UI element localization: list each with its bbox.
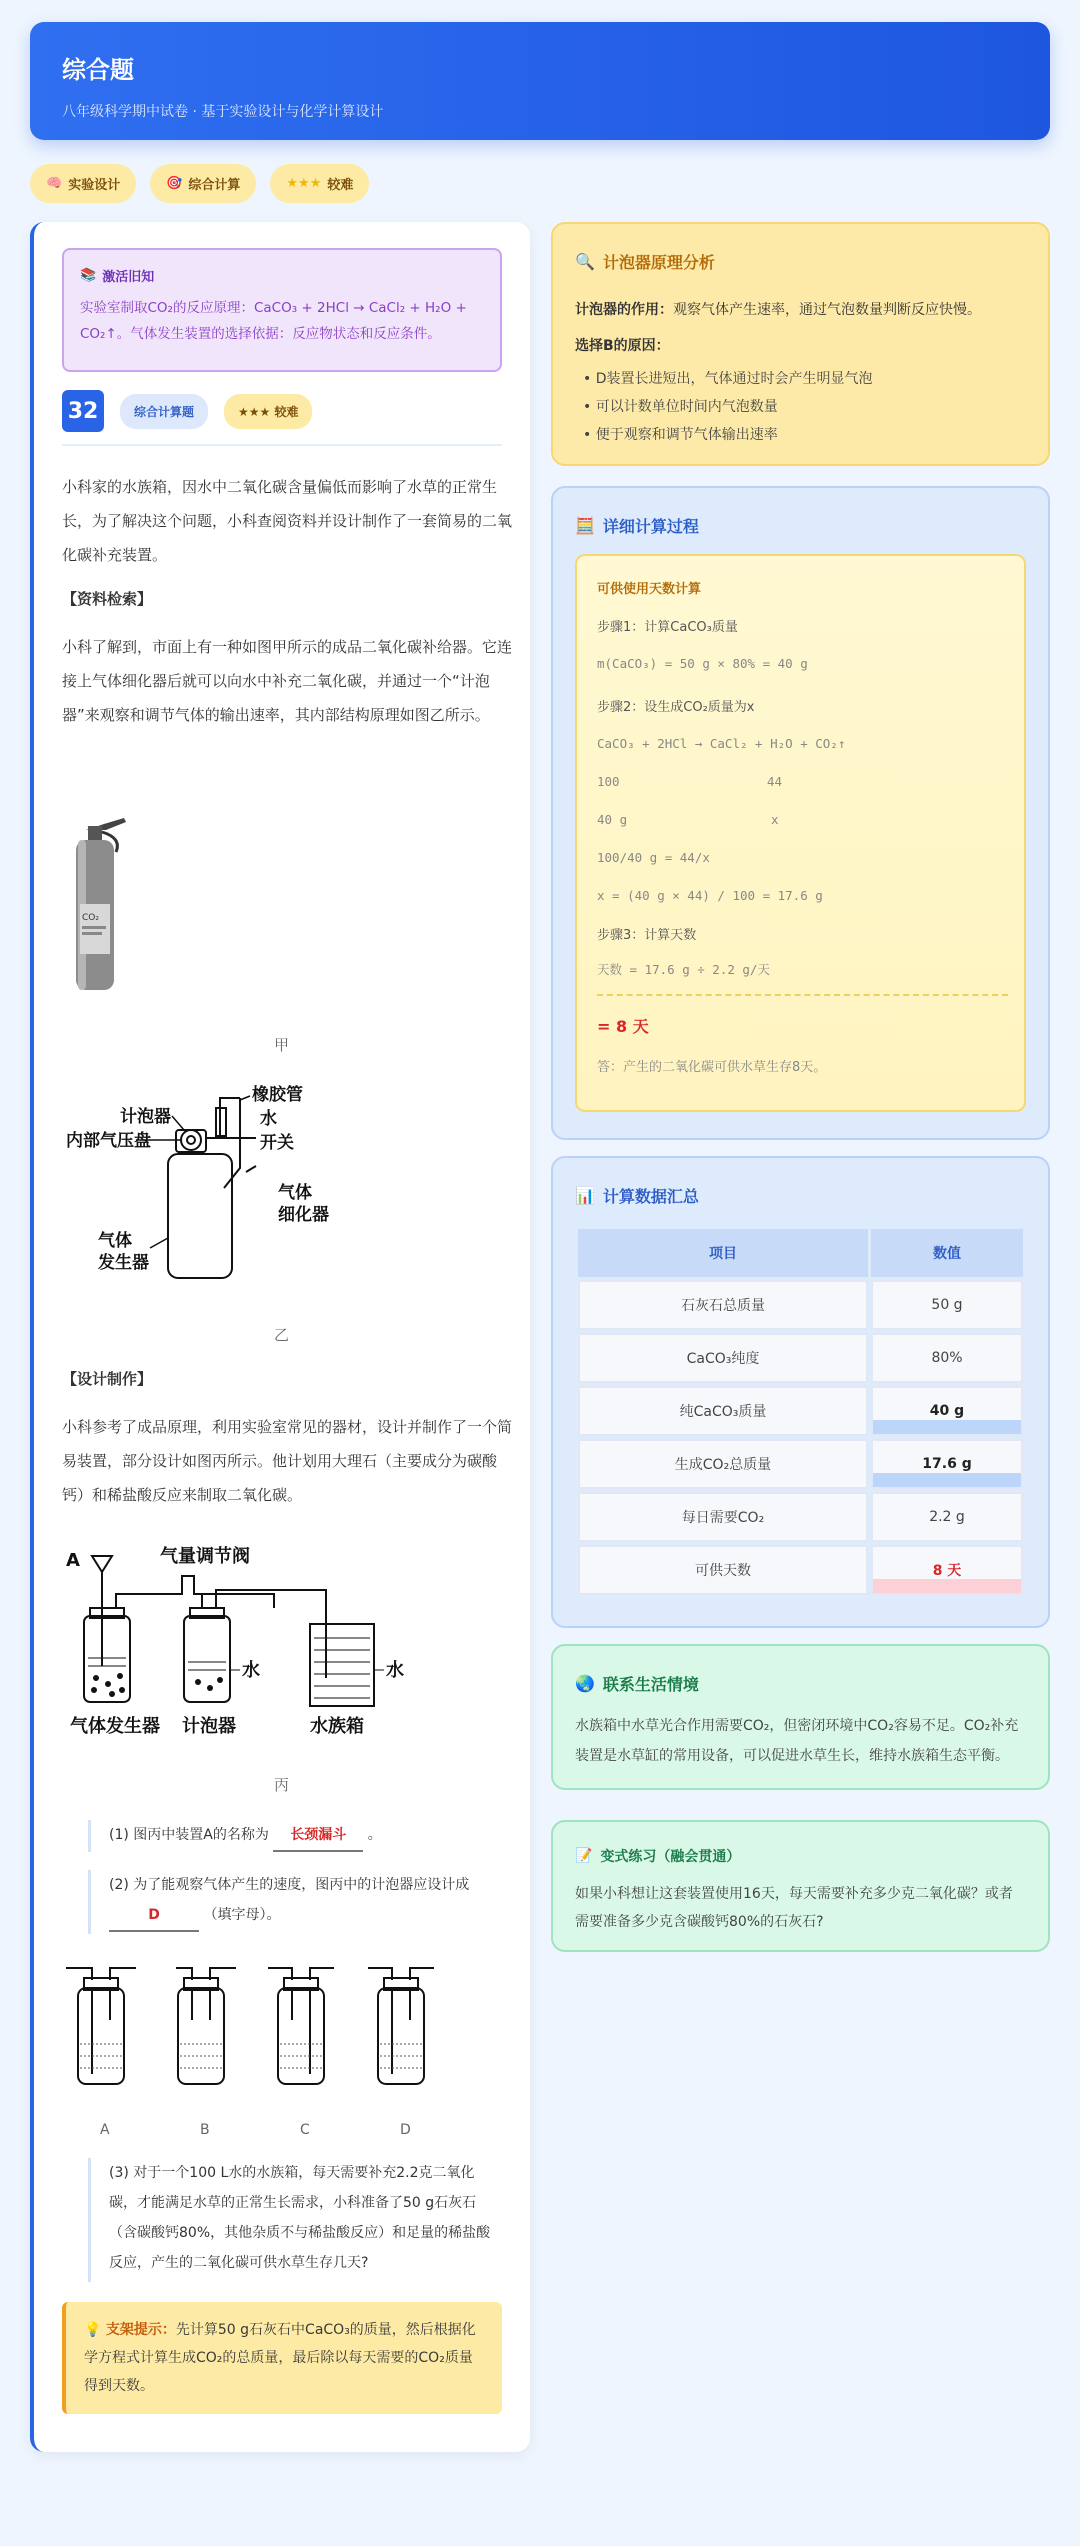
hint-text: 先计算50 g石灰石中CaCO₃的质量，然后根据化学方程式计算生成CO₂的总质量，最后除以每天需要的CO₂质量得到天数。 (84, 2322, 476, 2394)
principle-card (551, 222, 1050, 466)
label-valve: 气量调节阀 (160, 1546, 250, 1567)
option-label-c[interactable]: C (300, 2122, 310, 2138)
label-switch: 开关 (260, 1133, 294, 1153)
calc-eq-3b: 44 (767, 774, 783, 789)
figure-jia-caption: 甲 (274, 1036, 290, 1054)
tag-experiment-design[interactable] (30, 164, 136, 203)
option-label-d[interactable]: D (400, 2122, 411, 2138)
calc-box (575, 554, 1026, 1112)
life-title: 联系生活情境 (602, 1675, 699, 1694)
question-bar (62, 390, 312, 432)
figure-yi-caption: 乙 (274, 1326, 290, 1344)
life-text: 水族箱中水草光合作用需要CO₂，但密闭环境中CO₂容易不足。CO₂补充装置是水草缸的常用设备，可以促进水草生长，维持水族箱生态平衡。 (575, 1718, 1019, 1764)
option-bottle-a (66, 1968, 136, 2084)
summary-title: 计算数据汇总 (602, 1187, 699, 1206)
review-title: 激活旧知 (102, 270, 155, 285)
label-generator: 发生器 (98, 1253, 149, 1273)
bar-chart-icon: 📊 (575, 1186, 595, 1205)
figure-yi-structure-diagram (64, 1078, 364, 1298)
figure-bing-apparatus (64, 1538, 444, 1738)
calc-eq-3a: 100 (597, 774, 620, 789)
label-water: 水 (260, 1109, 277, 1129)
figure-bing-caption: 丙 (274, 1776, 290, 1794)
page-header (30, 22, 1050, 140)
calc-eq-4a: 40 g (597, 812, 628, 827)
label-refiner: 细化器 (278, 1205, 329, 1225)
section-title-design: 【设计制作】 (62, 1370, 153, 1388)
table-header: 项目 (578, 1229, 868, 1277)
tag-difficulty[interactable] (270, 164, 369, 203)
value-highlight-bar (873, 1579, 1021, 1593)
question-difficulty-tag: ★★★ 较难 (224, 394, 312, 429)
question-type-tag: 综合计算题 (120, 394, 208, 429)
practice-card (551, 1820, 1050, 1952)
question-number: 32 (62, 390, 104, 432)
calc-answer: 答：产生的二氧化碳可供水草生存8天。 (597, 1060, 827, 1075)
question-intro: 小科家的水族箱，因水中二氧化碳含量偏低而影响了水草的正常生长，为了解决这个问题，小科查阅资料并设计制作了一套简易的二氧化碳补充装置。 (62, 478, 513, 564)
reason-title: 选择B的原因： (575, 338, 670, 354)
role-label: 计泡器的作用： (575, 302, 673, 318)
summary-table (575, 1226, 1026, 1598)
label-gas-2: 气体 (98, 1231, 132, 1251)
page-subtitle: 八年级科学期中试卷 · 基于实验设计与化学计算设计 (62, 104, 384, 120)
calc-step-1: 步骤1：计算CaCO₃质量 (597, 620, 738, 635)
tag-label: 较难 (327, 178, 354, 193)
calc-eq-6: x = (40 g × 44) / 100 = 17.6 g (597, 888, 823, 903)
calculation-card (551, 486, 1050, 1140)
life-context-card (551, 1644, 1050, 1790)
calc-step-2: 步骤2：设生成CO₂质量为x (597, 700, 755, 715)
review-box (62, 248, 502, 372)
tag-comprehensive-calc[interactable] (150, 164, 256, 203)
value-highlight-bar (873, 1473, 1021, 1487)
practice-text: 如果小科想让这套装置使用16天，每天需要补充多少克二氧化碳？或者需要准备多少克含碳酸钙80%的石灰石? (575, 1886, 1013, 1930)
label-rubber-tube: 橡胶管 (252, 1085, 303, 1105)
label-a: A (66, 1550, 80, 1571)
label-pressure-gauge: 内部气压盘 (66, 1131, 151, 1151)
globe-icon: 🌏 (575, 1674, 595, 1693)
table-header: 数值 (871, 1229, 1023, 1277)
page-title: 综合题 (62, 56, 134, 84)
section-title-research: 【资料检索】 (62, 590, 153, 608)
calculator-icon: 🧮 (575, 516, 595, 535)
label-aquarium: 水族箱 (310, 1716, 364, 1737)
answer-2: D (109, 1900, 199, 1932)
books-icon: 📚 (80, 268, 97, 283)
sub-question-1: (1) 图丙中装置A的名称为 长颈漏斗 。 (88, 1820, 498, 1852)
option-bottle-b (176, 1968, 236, 2084)
tag-label: 综合计算 (188, 178, 241, 193)
answer-1: 长颈漏斗 (273, 1820, 363, 1852)
tag-label: 实验设计 (68, 178, 121, 193)
hint-label: 支架提示： (105, 2322, 176, 2338)
sub-question-3: (3) 对于一个100 L水的水族箱，每天需要补充2.2克二氧化碳，才能满足水草的正常生长需求，小科准备了50 g石灰石（含碳酸钙80%，其他杂质不与稀盐酸反应）和足量的稀盐酸反应，产生的二氧化碳可供水草生存几天? (88, 2158, 498, 2282)
table-row: 纯CaCO₃质量 40 g (578, 1386, 1023, 1436)
magnifier-icon: 🔍 (575, 252, 595, 271)
calc-result: = 8 天 (597, 1017, 649, 1036)
lightbulb-icon: 💡 (84, 2322, 102, 2338)
table-row: 石灰石总质量 50 g (578, 1280, 1023, 1330)
calc-eq-1: m(CaCO₃) = 50 g × 80% = 40 g (597, 656, 808, 671)
option-label-b[interactable]: B (200, 2122, 210, 2138)
divider (62, 444, 502, 446)
option-label-a[interactable]: A (100, 2122, 110, 2138)
calc-eq-5: 100/40 g = 44/x (597, 850, 710, 865)
target-icon: 🎯 (166, 176, 183, 191)
role-text: 观察气体产生速率，通过气泡数量判断反应快慢。 (673, 302, 981, 318)
sub-question-2: (2) 为了能观察气体产生的速度，图丙中的计泡器应设计成 D （填字母）。 (88, 1870, 498, 1934)
calc-divider (597, 994, 1008, 996)
option-bottle-d (368, 1968, 434, 2084)
stars-icon: ★★★ (286, 176, 322, 191)
calc-step-3: 步骤3：计算天数 (597, 928, 697, 943)
label-generator-bing: 气体发生器 (70, 1716, 160, 1737)
table-row: 生成CO₂总质量 17.6 g (578, 1439, 1023, 1489)
label-bubble-counter-bing: 计泡器 (182, 1716, 236, 1737)
table-row: 每日需要CO₂ 2.2 g (578, 1492, 1023, 1542)
calc-title: 详细计算过程 (602, 517, 699, 536)
option-bottle-c (268, 1968, 334, 2084)
reason-item: • 便于观察和调节气体输出速率 (583, 427, 778, 443)
label-bubble-counter: 计泡器 (120, 1107, 171, 1127)
memo-icon: 📝 (575, 1848, 593, 1864)
research-text: 小科了解到，市面上有一种如图甲所示的成品二氧化碳补给器。它连接上气体细化器后就可以向水中补充二氧化碳，并通过一个“计泡器”来观察和调节气体的输出速率，其内部结构原理如图乙所示。 (62, 638, 513, 724)
summary-card (551, 1156, 1050, 1628)
svg-text:CO₂: CO₂ (82, 913, 99, 923)
reason-item: • 可以计数单位时间内气泡数量 (583, 399, 778, 415)
design-text: 小科参考了成品原理，利用实验室常见的器材，设计并制作了一个简易装置，部分设计如图丙所示。他计划用大理石（主要成分为碳酸钙）和稀盐酸反应来制取二氧化碳。 (62, 1418, 513, 1504)
question-panel (30, 222, 530, 2452)
calc-box-title: 可供使用天数计算 (597, 582, 702, 597)
reason-item: • D装置长进短出，气体通过时会产生明显气泡 (583, 371, 873, 387)
practice-title: 变式练习（融会贯通） (600, 1849, 741, 1865)
brain-icon: 🧠 (46, 176, 63, 191)
hint-box (62, 2302, 502, 2414)
label-gas: 气体 (278, 1183, 312, 1203)
table-row: 可供天数 8 天 (578, 1545, 1023, 1595)
topic-tags (30, 164, 369, 203)
table-row: CaCO₃纯度 80% (578, 1333, 1023, 1383)
calc-eq-2: CaCO₃ + 2HCl → CaCl₂ + H₂O + CO₂↑ (597, 736, 846, 751)
principle-title: 计泡器原理分析 (602, 253, 715, 272)
calc-eq-4b: x (771, 812, 779, 827)
calc-eq-7: 天数 = 17.6 g ÷ 2.2 g/天 (597, 962, 770, 977)
reason-list (575, 365, 1026, 449)
figure-jia-co2-cylinder (64, 812, 134, 992)
option-bottles (64, 1960, 504, 2110)
label-water-2: 水 (386, 1660, 404, 1681)
review-body: 实验室制取CO₂的反应原理：CaCO₃ + 2HCl → CaCl₂ + H₂O + CO₂↑。气体发生装置的选择依据：反应物状态和反应条件。 (80, 300, 467, 342)
value-highlight-bar (873, 1420, 1021, 1434)
label-water-1: 水 (242, 1660, 260, 1681)
